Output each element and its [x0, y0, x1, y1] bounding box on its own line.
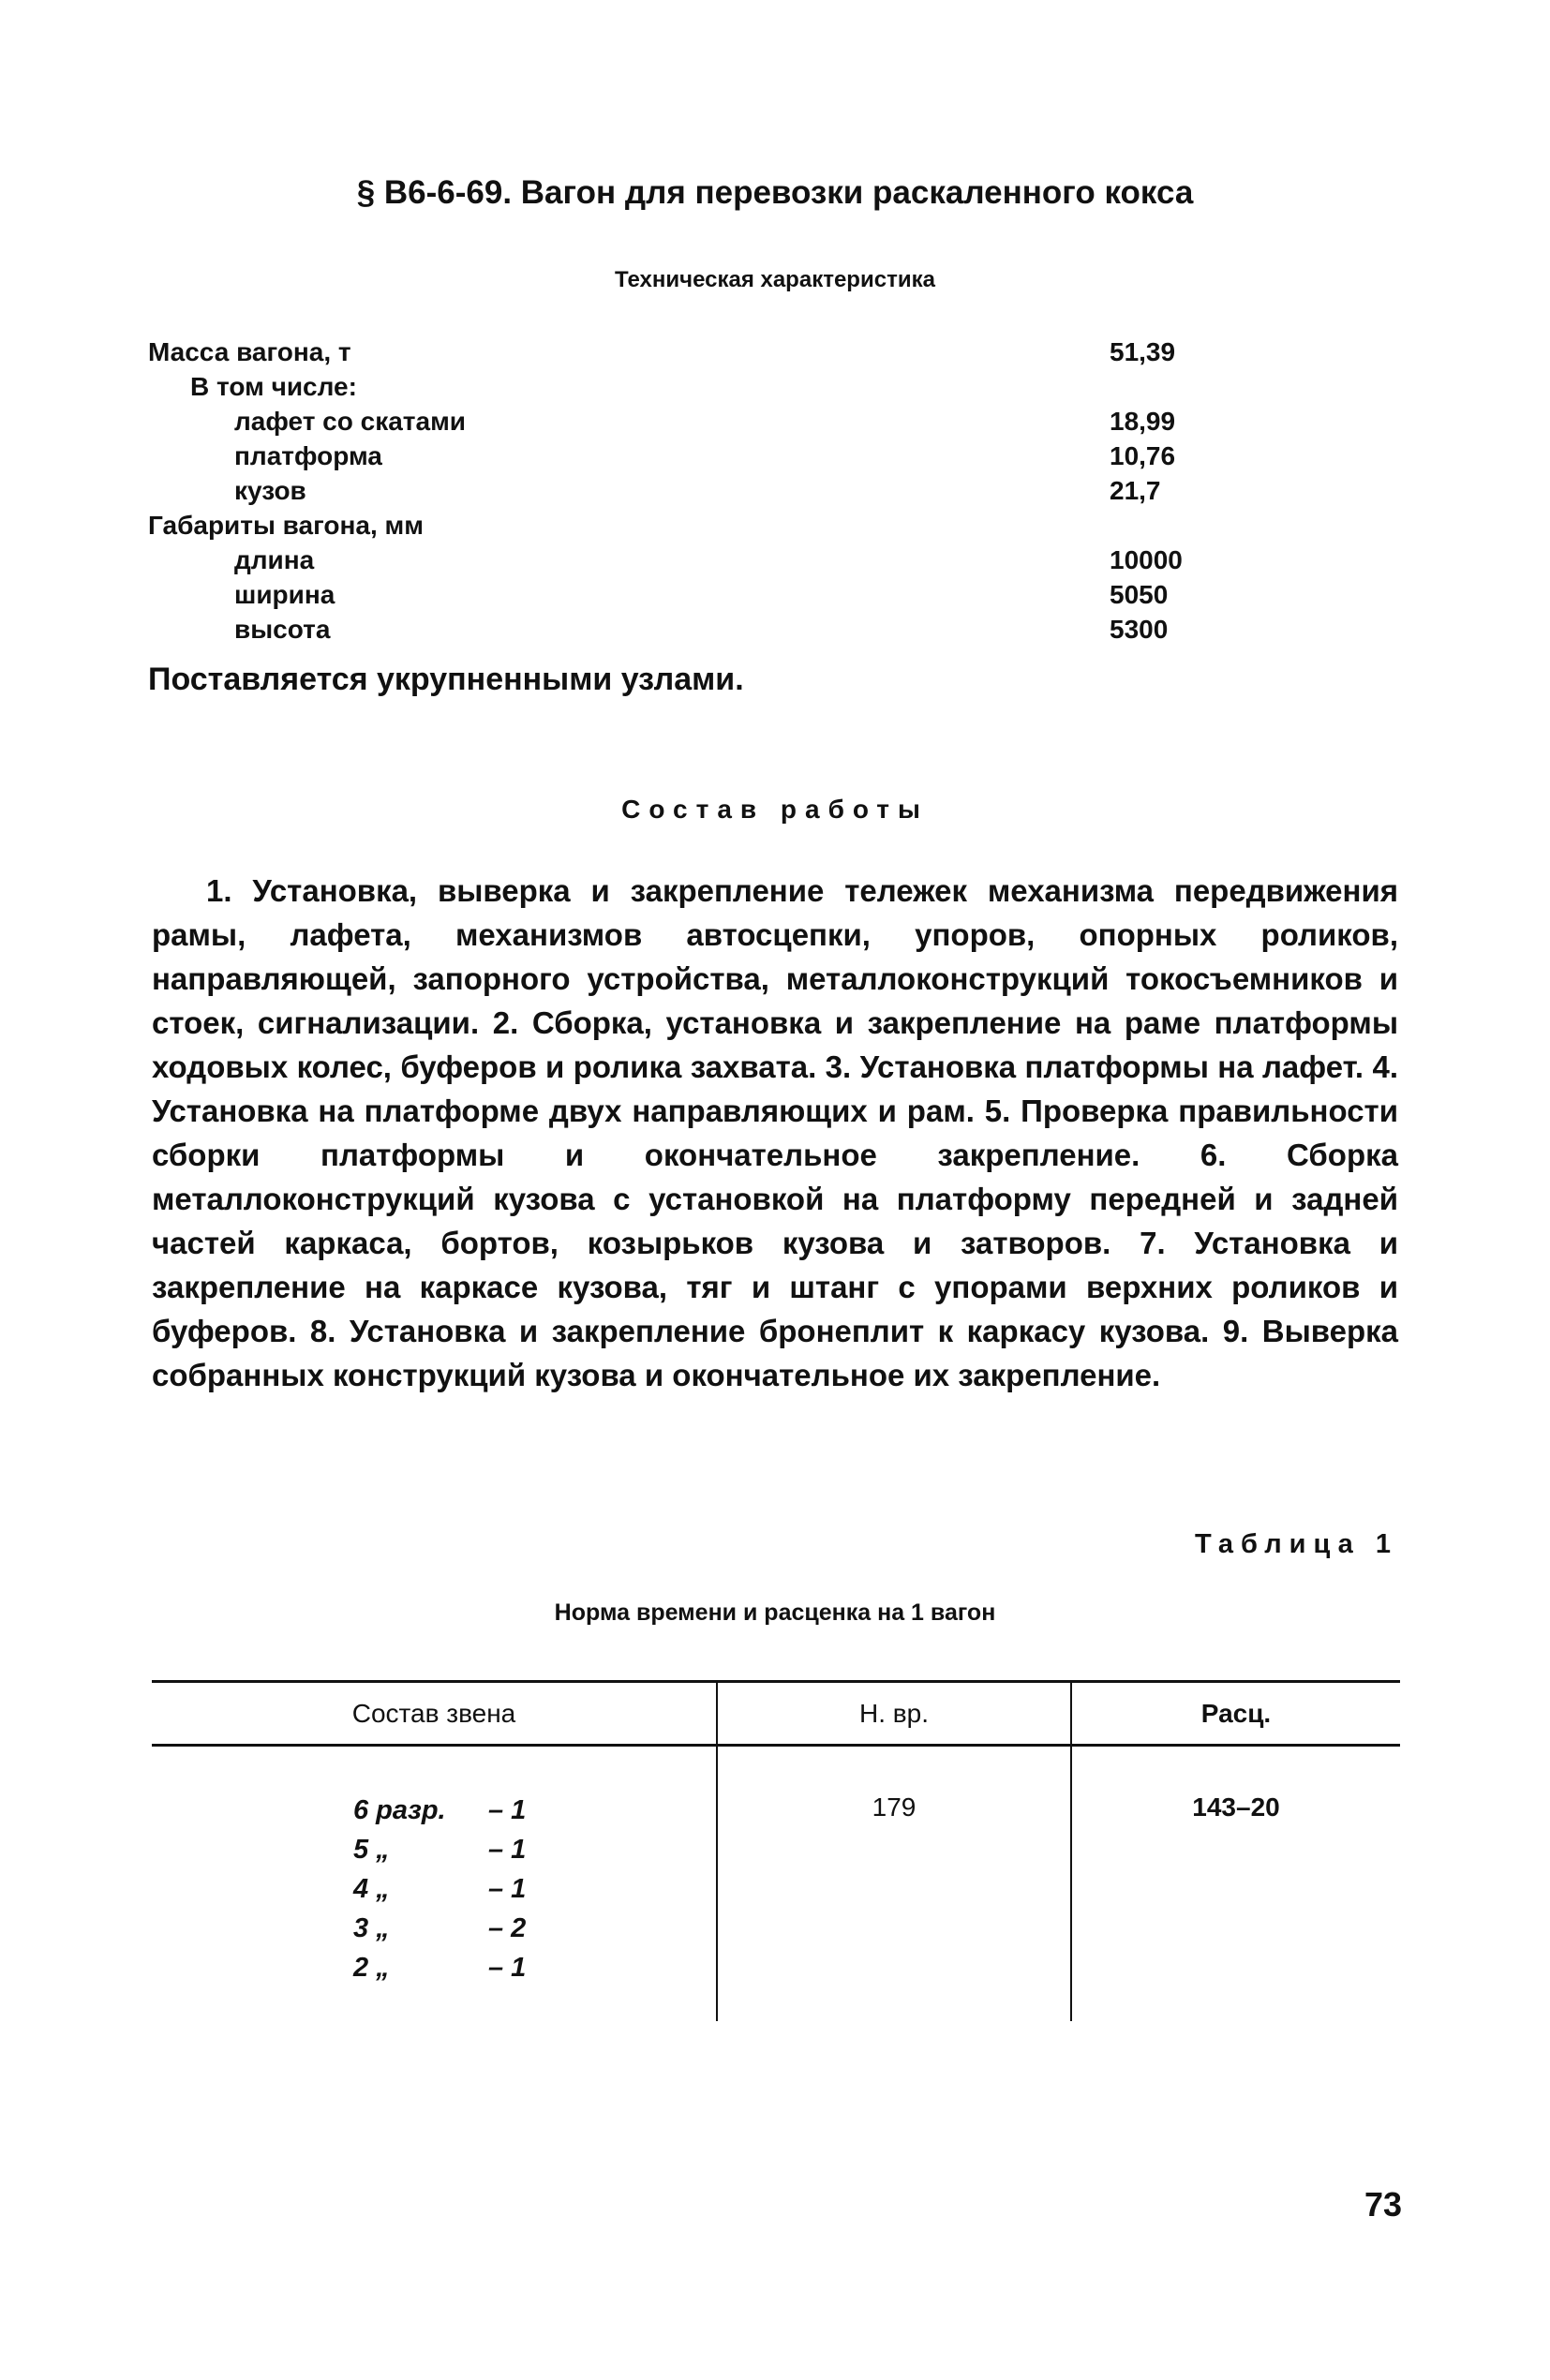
crew-row [353, 1948, 541, 1987]
crew-row [353, 1909, 541, 1948]
crew-grade: 2 „ [353, 1953, 390, 1983]
spec-row [148, 404, 1198, 439]
crew-grade: 3 „ [353, 1913, 390, 1943]
specs-list [148, 335, 1198, 647]
spec-value: 51,39 [1110, 337, 1176, 366]
rate-value: 143–20 [1192, 1792, 1280, 1822]
crew-count: – 1 [488, 1874, 527, 1904]
crew-count: – 1 [488, 1795, 527, 1825]
spec-label: Масса вагона, т [148, 337, 351, 366]
spec-value: 10,76 [1110, 441, 1176, 470]
spec-row [148, 369, 1198, 404]
crew-row [353, 1869, 541, 1909]
spec-value: 5050 [1110, 580, 1169, 609]
crew-grade: 6 разр. [353, 1795, 446, 1825]
spec-label: кузов [234, 476, 306, 505]
spec-value: 21,7 [1110, 476, 1161, 505]
spec-value: 5300 [1110, 615, 1169, 644]
crew-row [353, 1791, 541, 1830]
spec-row [148, 439, 1198, 473]
spec-label: лафет со скатами [234, 407, 467, 436]
spec-row [148, 473, 1198, 508]
crew-count: – 1 [488, 1953, 527, 1983]
spec-row [148, 543, 1198, 577]
spec-label: длина [234, 545, 315, 574]
table-header-rule [152, 1744, 1400, 1747]
spec-label: высота [234, 615, 331, 644]
crew-row [353, 1830, 541, 1869]
specs-heading: Техническая характеристика [615, 267, 935, 292]
crew-composition [353, 1791, 541, 1987]
crew-count: – 2 [488, 1913, 527, 1943]
spec-row [148, 612, 1198, 647]
table-label: Таблица 1 [1194, 1529, 1398, 1559]
spec-value: 10000 [1110, 545, 1183, 574]
work-heading: Состав работы [621, 795, 929, 824]
column-header-norm: Н. вр. [858, 1699, 929, 1728]
spec-label: ширина [234, 580, 335, 609]
crew-grade: 5 „ [353, 1835, 390, 1865]
column-header-crew: Состав звена [351, 1699, 516, 1728]
supply-note: Поставляется укрупненными узлами. [148, 662, 744, 697]
spec-row [148, 508, 1198, 543]
column-header-rate: Расц. [1200, 1699, 1272, 1728]
norm-value: 179 [872, 1792, 917, 1822]
work-description: 1. Установка, выверка и закрепление тележек механизма передвижения рамы, лафета, механизмов автосцепки, упоров, опорных роликов, направляющей, запорного устройства, металлоконструкций токосъемников и стоек, сигнализации. 2. Сборка, установка и закрепление на раме платформы ходовых колес, буферов и ролика захвата. 3. Установка платформы на лафет. 4. Установка на платформе двух направляющих и рам. 5. Проверка правильности сборки платформы и окончательное закрепление. 6. Сборка металлоконструкций кузова с установкой на платформу передней и задней частей каркаса, бортов, козырьков кузова и затворов. 7. Установка и закрепление на каркасе кузова, тяг и штанг с упорами верхних роликов и буферов. 8. Установка и закрепление бронеплит к каркасу кузова. 9. Выверка собранных конструкций кузова и окончательное их закрепление. [152, 873, 1398, 1392]
crew-count: – 1 [488, 1835, 527, 1865]
table-caption: Норма времени и расценка на 1 вагон [554, 1599, 996, 1626]
spec-row [148, 335, 1198, 369]
crew-grade: 4 „ [353, 1874, 390, 1904]
page-number: 73 [1364, 2185, 1402, 2224]
spec-label: В том числе: [190, 372, 357, 401]
section-title: § В6-6-69. Вагон для перевозки раскаленного кокса [356, 174, 1194, 211]
spec-label: Габариты вагона, мм [148, 511, 424, 540]
spec-label: платформа [234, 441, 382, 470]
spec-value: 18,99 [1110, 407, 1176, 436]
spec-row [148, 577, 1198, 612]
